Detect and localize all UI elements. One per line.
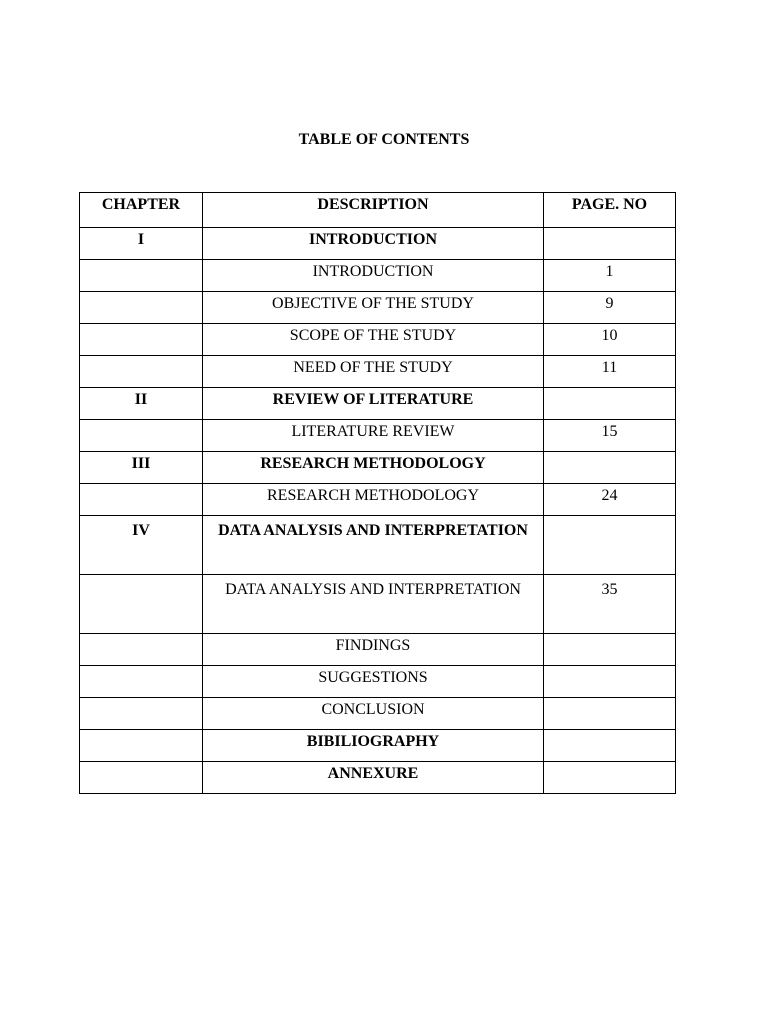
- table-row: [80, 730, 676, 762]
- table-row: [80, 698, 676, 730]
- cell-page: [544, 575, 676, 634]
- cell-page: [544, 228, 676, 260]
- page-text: [544, 388, 675, 390]
- cell-page: [544, 484, 676, 516]
- description-text: RESEARCH METHODOLOGY: [267, 487, 479, 504]
- cell-page: [544, 452, 676, 484]
- cell-description: [203, 324, 544, 356]
- cell-page: [544, 260, 676, 292]
- table-row: [80, 228, 676, 260]
- cell-description: [203, 666, 544, 698]
- chapter-text: [80, 356, 202, 358]
- cell-chapter: [80, 388, 203, 420]
- page-text: [544, 452, 675, 454]
- cell-page: [544, 420, 676, 452]
- chapter-text: [80, 292, 202, 294]
- cell-description: [203, 356, 544, 388]
- table-row: [80, 575, 676, 634]
- description-text: INTRODUCTION: [312, 263, 434, 280]
- cell-chapter: [80, 575, 203, 634]
- cell-chapter: [80, 666, 203, 698]
- table-row: [80, 324, 676, 356]
- table-row: [80, 260, 676, 292]
- table-row: [80, 452, 676, 484]
- page-text: 24: [601, 487, 618, 504]
- description-text: DATA ANALYSIS AND INTERPRETATION: [218, 522, 528, 539]
- description-text: BIBILIOGRAPHY: [306, 733, 440, 750]
- chapter-text: [80, 634, 202, 636]
- cell-chapter: [80, 324, 203, 356]
- cell-chapter: [80, 698, 203, 730]
- header-page-no: PAGE. NO: [544, 193, 676, 228]
- cell-chapter: [80, 762, 203, 794]
- chapter-text: [80, 762, 202, 764]
- cell-page: [544, 762, 676, 794]
- cell-page: [544, 516, 676, 575]
- description-text: LITERATURE REVIEW: [291, 423, 455, 440]
- description-text: INTRODUCTION: [308, 231, 437, 248]
- cell-page: [544, 324, 676, 356]
- table-row: [80, 292, 676, 324]
- description-text: FINDINGS: [335, 637, 411, 654]
- page-text: [544, 762, 675, 764]
- chapter-text: IV: [132, 522, 150, 539]
- header-description: DESCRIPTION: [203, 193, 544, 228]
- cell-chapter: [80, 420, 203, 452]
- cell-chapter: [80, 634, 203, 666]
- table-row: [80, 516, 676, 575]
- chapter-text: [80, 730, 202, 732]
- cell-chapter: [80, 452, 203, 484]
- cell-description: [203, 575, 544, 634]
- table-row: [80, 388, 676, 420]
- cell-chapter: [80, 260, 203, 292]
- page-title: TABLE OF CONTENTS: [298, 131, 470, 148]
- table-row: [80, 634, 676, 666]
- page-text: [544, 698, 675, 700]
- page-text: 10: [601, 327, 618, 344]
- description-text: SCOPE OF THE STUDY: [289, 327, 457, 344]
- cell-page: [544, 388, 676, 420]
- page-text: [544, 634, 675, 636]
- cell-chapter: [80, 484, 203, 516]
- chapter-text: I: [137, 231, 145, 248]
- chapter-text: III: [131, 455, 151, 472]
- cell-page: [544, 292, 676, 324]
- table-row: [80, 420, 676, 452]
- contents-body: [80, 228, 676, 794]
- cell-description: [203, 388, 544, 420]
- page-text: 1: [605, 263, 614, 280]
- description-text: OBJECTIVE OF THE STUDY: [272, 295, 474, 312]
- cell-chapter: [80, 730, 203, 762]
- contents-table: [79, 192, 676, 794]
- description-text: CONCLUSION: [321, 701, 425, 718]
- description-text: REVIEW OF LITERATURE: [272, 391, 474, 408]
- cell-chapter: [80, 356, 203, 388]
- page-text: 15: [601, 423, 618, 440]
- chapter-text: [80, 324, 202, 326]
- cell-description: [203, 634, 544, 666]
- page-text: 9: [605, 295, 614, 312]
- page-text: 35: [601, 581, 618, 598]
- table-row: [80, 484, 676, 516]
- chapter-text: [80, 666, 202, 668]
- chapter-text: [80, 698, 202, 700]
- description-text: NEED OF THE STUDY: [293, 359, 453, 376]
- cell-description: [203, 260, 544, 292]
- description-text: RESEARCH METHODOLOGY: [260, 455, 486, 472]
- chapter-text: [80, 420, 202, 422]
- header-chapter: CHAPTER: [80, 193, 203, 228]
- page-text: [544, 228, 675, 230]
- description-text: DATA ANALYSIS AND INTERPRETATION: [225, 581, 521, 598]
- cell-description: [203, 228, 544, 260]
- table-row: [80, 762, 676, 794]
- page-text: 11: [601, 359, 618, 376]
- cell-page: [544, 634, 676, 666]
- cell-page: [544, 666, 676, 698]
- chapter-text: [80, 260, 202, 262]
- description-text: ANNEXURE: [327, 765, 419, 782]
- chapter-text: II: [134, 391, 148, 408]
- cell-description: [203, 420, 544, 452]
- page-text: [544, 666, 675, 668]
- cell-description: [203, 484, 544, 516]
- cell-page: [544, 356, 676, 388]
- table-row: [80, 356, 676, 388]
- page-text: [544, 730, 675, 732]
- cell-description: [203, 292, 544, 324]
- description-text: SUGGESTIONS: [318, 669, 428, 686]
- cell-description: [203, 762, 544, 794]
- table-row: [80, 666, 676, 698]
- cell-chapter: [80, 228, 203, 260]
- cell-chapter: [80, 516, 203, 575]
- cell-description: [203, 452, 544, 484]
- cell-description: [203, 516, 544, 575]
- cell-chapter: [80, 292, 203, 324]
- cell-description: [203, 730, 544, 762]
- chapter-text: [80, 484, 202, 486]
- cell-page: [544, 698, 676, 730]
- cell-description: [203, 698, 544, 730]
- cell-page: [544, 730, 676, 762]
- table-header-row: [80, 193, 676, 228]
